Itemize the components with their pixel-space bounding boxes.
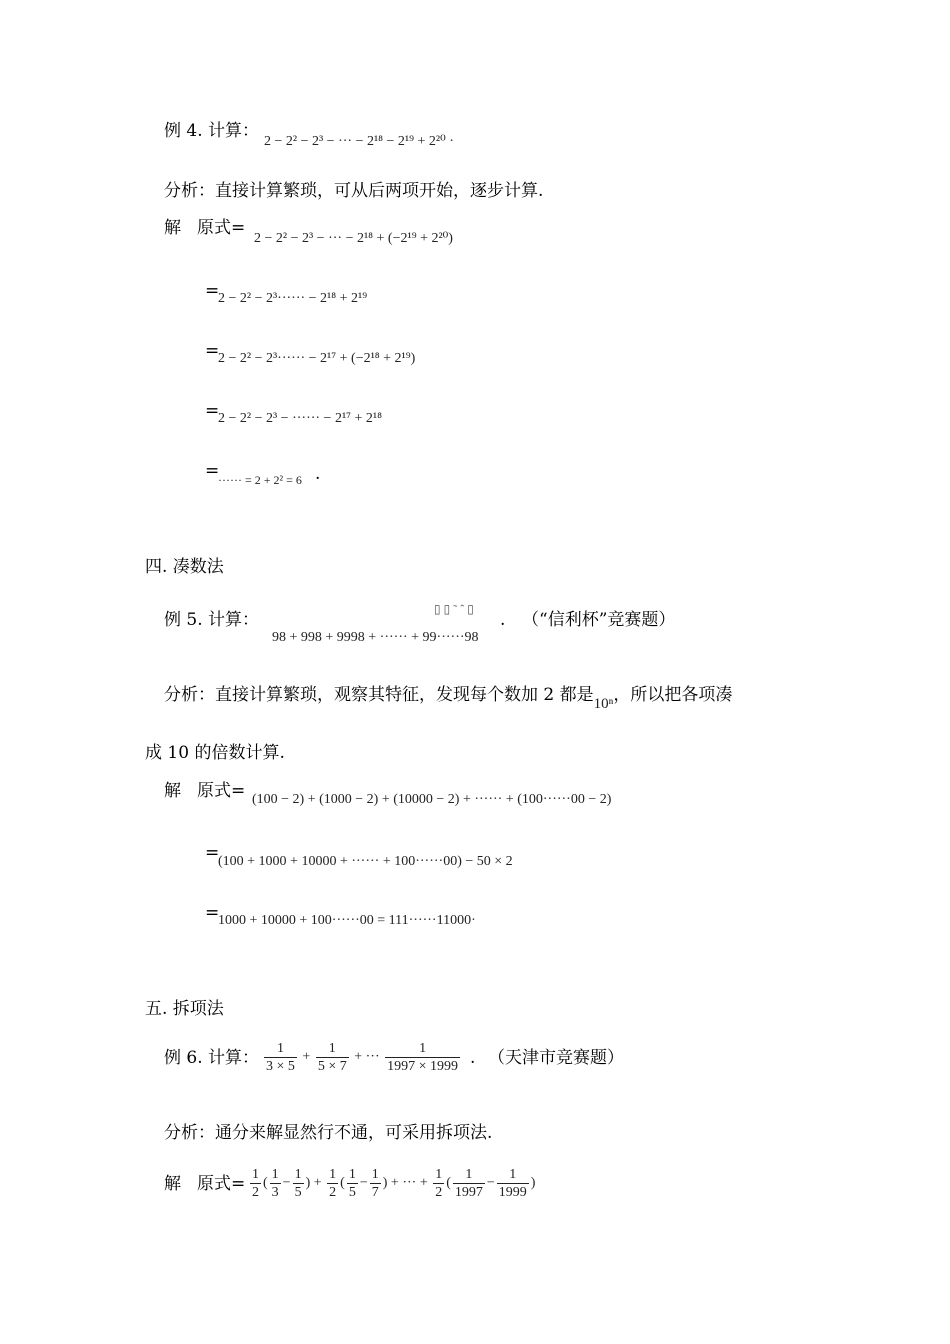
equals-sign: = bbox=[205, 903, 220, 923]
example-4-solution-line-1: 2 − 2² − 2³ − ··· − 2¹⁸ + (−2¹⁹ + 2²⁰) bbox=[254, 231, 453, 246]
example-6-expression: $\frac{1}{3 \times 5}$ + $\frac{1}{5 \times 7}$ + ··· $\frac{1}{1997 \times 1999}$ bbox=[266, 1041, 459, 1074]
example-4-expression: 2 − 2² − 2³ − ··· − 2¹⁸ − 2¹⁹ + 2²⁰ · bbox=[264, 134, 454, 149]
example-4-heading bbox=[164, 120, 259, 142]
example-4-analysis: 分析：直接计算繁琐，可从后两项开始，逐步计算. bbox=[164, 181, 544, 201]
example-4-solution-line-5: ······ = 2 + 2² = 6 bbox=[218, 473, 302, 487]
example-4-solution-line-2: 2 − 2² − 2³······ − 2¹⁸ + 2¹⁹ bbox=[218, 291, 368, 306]
example-5-solution-line-2: (100 + 1000 + 10000 + ······ + 100······00) − 50 × 2 bbox=[218, 854, 513, 869]
ten-power-n: 10ⁿ bbox=[593, 696, 614, 712]
fraction: $\frac{1}{1997}$ bbox=[454, 1167, 483, 1200]
example-5-expression: 98 + 998 + 9998 + ······ + 99······98 bbox=[272, 630, 479, 645]
example-6-solution-line-1: $\frac{1}{2}$ ( $\frac{1}{3}$ − $\frac{1}{5}$ ) + $\frac{1}{2}$ ( $\frac{1}{5}$ − $\frac{1}{7}$ ) + ··· + $\frac{1}{2}$ ( $\frac{1}{1997}$ − $\frac{1}{1999}$ ) bbox=[252, 1167, 536, 1200]
period: . bbox=[315, 464, 321, 484]
example-6-solution-label: 解 原式= bbox=[164, 1174, 246, 1194]
equals-sign: = bbox=[205, 461, 220, 481]
fraction: $\frac{1}{1999}$ bbox=[498, 1167, 527, 1200]
example-4-solution-line-3: 2 − 2² − 2³······ − 2¹⁷ + (−2¹⁸ + 2¹⁹) bbox=[218, 351, 416, 366]
fraction: $\frac{1}{2}$ bbox=[329, 1167, 337, 1200]
example-5-analysis: 分析：直接计算繁琐，观察其特征，发现每个数加 2 都是10ⁿ，所以把各项凑 bbox=[164, 685, 733, 712]
fraction: $\frac{1}{3 \times 5}$ bbox=[266, 1041, 295, 1074]
example-5-analysis-continued: 成 10 的倍数计算. bbox=[145, 743, 285, 763]
example-5-source: （“信利杯”竞赛题） bbox=[522, 610, 676, 630]
fraction: $\frac{1}{7}$ bbox=[371, 1167, 379, 1200]
example-5-solution-label: 解 原式= bbox=[164, 781, 246, 801]
broken-glyphs: ▯ ▯ ˜ ˆ ▯ bbox=[434, 602, 474, 616]
fraction: $\frac{1}{5}$ bbox=[348, 1167, 356, 1200]
example-6-source: （天津市竞赛题） bbox=[488, 1048, 624, 1068]
fraction: $\frac{1}{2}$ bbox=[435, 1167, 443, 1200]
example-4-solution-line-4: 2 − 2² − 2³ − ······ − 2¹⁷ + 2¹⁸ bbox=[218, 411, 383, 426]
equals-sign: = bbox=[205, 341, 220, 361]
equals-sign: = bbox=[205, 843, 220, 863]
example-6-heading: 例 6. 计算： bbox=[164, 1048, 260, 1068]
fraction: $\frac{1}{5}$ bbox=[294, 1167, 302, 1200]
example-4-solution-label: 解 原式= bbox=[164, 218, 246, 238]
fraction: $\frac{1}{2}$ bbox=[252, 1167, 259, 1200]
fraction: $\frac{1}{3}$ bbox=[271, 1167, 279, 1200]
example-label: 例 4. 计算： bbox=[164, 121, 260, 141]
fraction: $\frac{1}{1997 \times 1999}$ bbox=[387, 1041, 459, 1074]
equals-sign: = bbox=[205, 401, 220, 421]
section-5-title: 五. 拆项法 bbox=[145, 999, 224, 1019]
fraction: $\frac{1}{5 \times 7}$ bbox=[317, 1041, 347, 1074]
example-5-heading: 例 5. 计算： bbox=[164, 610, 260, 630]
equals-sign: = bbox=[205, 281, 220, 301]
example-5-solution-line-3: 1000 + 10000 + 100······00 = 111······11000· bbox=[218, 913, 476, 928]
period: . bbox=[470, 1048, 476, 1068]
section-4-title: 四. 凑数法 bbox=[145, 557, 224, 577]
example-6-analysis: 分析：通分来解显然行不通，可采用拆项法. bbox=[164, 1123, 493, 1143]
example-5-solution-line-1: (100 − 2) + (1000 − 2) + (10000 − 2) + ······ + (100······00 − 2) bbox=[252, 792, 612, 807]
period: . bbox=[500, 610, 506, 630]
